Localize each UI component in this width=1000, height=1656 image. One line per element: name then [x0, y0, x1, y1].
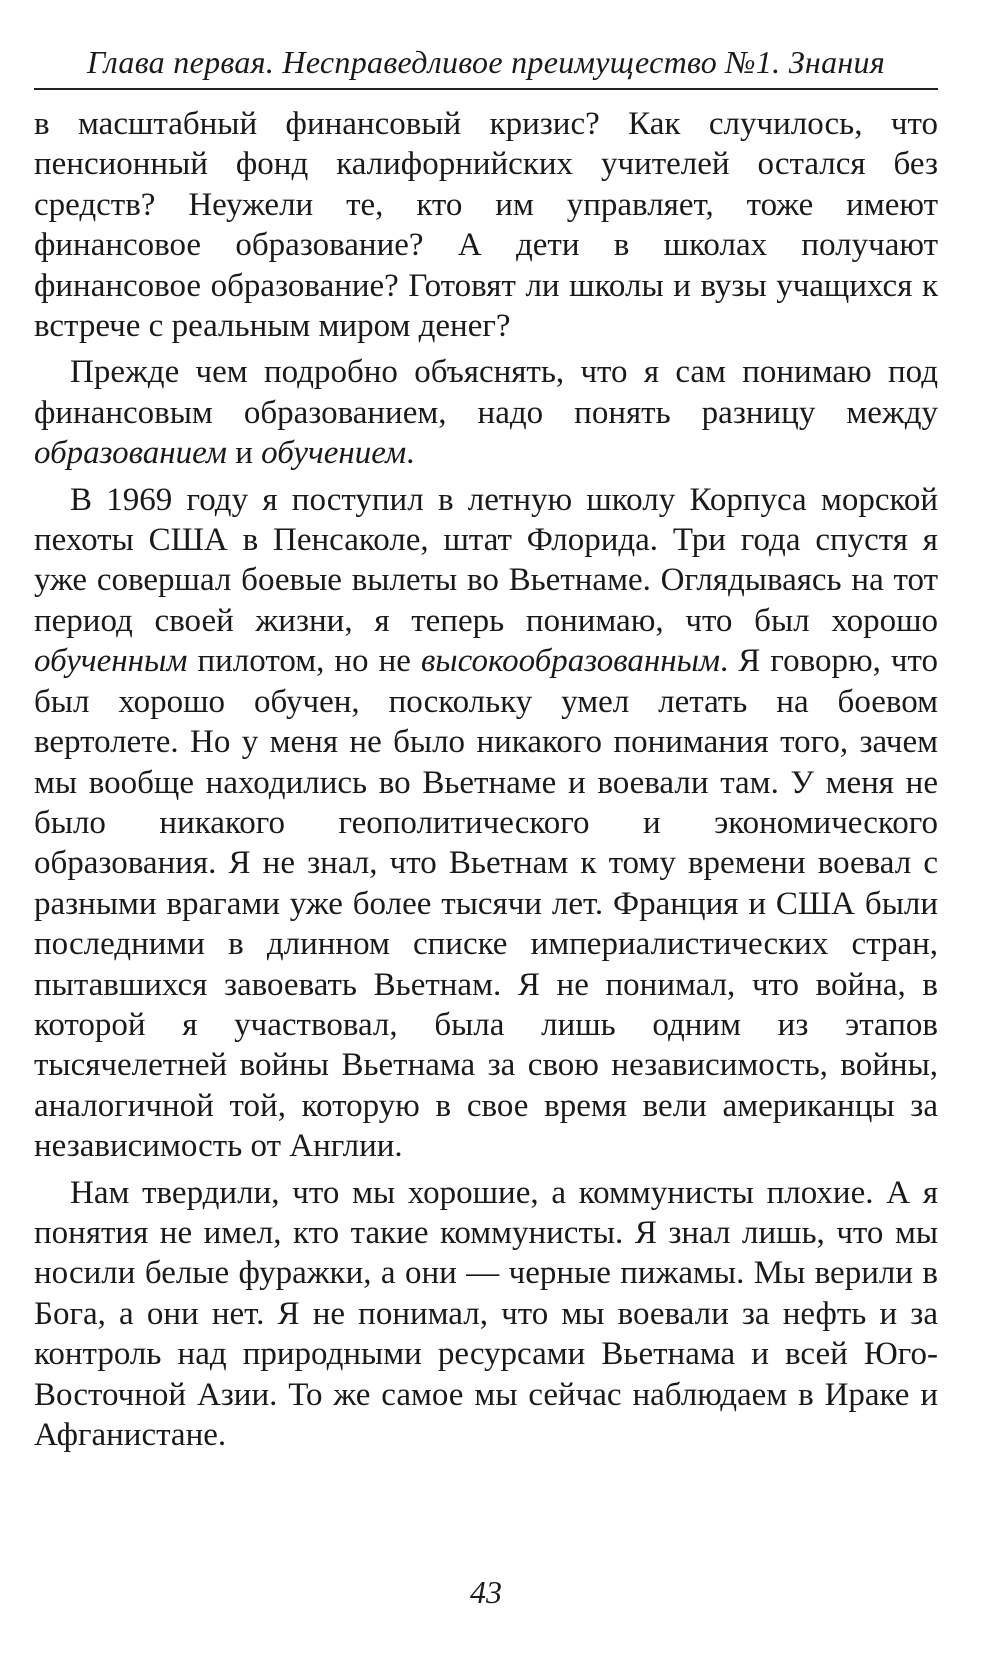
- body-text: [34, 104, 938, 1455]
- p2-text-e: .: [406, 435, 415, 472]
- header-rule: [34, 88, 938, 90]
- p2-emphasis-education: образованием: [34, 435, 227, 472]
- page-number: 43: [470, 1574, 502, 1610]
- paragraph-1: в масштабный финансовый кризис? Как случилось, что пенсионный фонд калифорнийских учителей остался без средств? Неужели те, кто им управляет, тоже имеют финансовое образование? А дети в школах получают финансовое образование? Готовят ли школы и вузы учащихся к встрече с реальным миром денег?: [34, 106, 938, 345]
- paragraph-3: [34, 480, 938, 1167]
- p2-text-c: и: [226, 435, 262, 472]
- paragraph-2: [34, 352, 938, 473]
- paragraph-4: Нам твердили, что мы хорошие, а коммунисты плохие. А я понятия не имел, кто такие коммунисты. Я знал лишь, что мы носили белые фуражки, а они — черные пижамы. Мы верили в Бога, а они нет. Я не понимал, что мы воевали за нефть и за контроль над природными ресурсами Вьетнама и всей Юго-Восточной Азии. То же самое мы сейчас наблюдаем в Ираке и Афганистане.: [34, 1174, 938, 1453]
- p3-text-c: пилотом, но не: [187, 643, 421, 680]
- p3-text-a: В 1969 году я поступил в летную школу Корпуса морской пехоты США в Пенсаколе, штат Флорида. Три года спустя я уже совершал боевые вылеты во Вьетнаме. Оглядываясь на тот период своей жизни, я теперь понимаю, что был хорошо: [34, 481, 938, 639]
- p2-text-a: Прежде чем подробно объяснять, что я сам понимаю под финансовым образованием, надо понять разницу между: [34, 354, 938, 431]
- book-page: [34, 42, 938, 1632]
- p3-emphasis-trained: обученным: [34, 643, 188, 680]
- p2-emphasis-training: обучением: [261, 435, 407, 472]
- running-head: Глава первая. Несправедливое преимущество №1. Знания: [86, 44, 886, 80]
- p3-text-e: . Я говорю, что был хорошо обучен, поскольку умел летать на боевом вертолете. Но у меня не было никакого понимания того, зачем мы вообще находились во Вьетнаме и воевали там. У меня не было никакого геополитического и экономического образования. Я не знал, что Вьетнам к тому времени воевал с разными врагами уже более тысячи лет. Франция и США были последними в длинном списке империалистических стран, пытавшихся завоевать Вьетнам. Я не понимал, что война, в которой я участвовал, была лишь одним из этапов тысячелетней войны Вьетнама за свою независимость, войны, аналогичной той, которую в свое время вели американцы за независимость от Англии.: [34, 643, 938, 1165]
- p3-emphasis-educated: высокообразованным: [420, 643, 720, 680]
